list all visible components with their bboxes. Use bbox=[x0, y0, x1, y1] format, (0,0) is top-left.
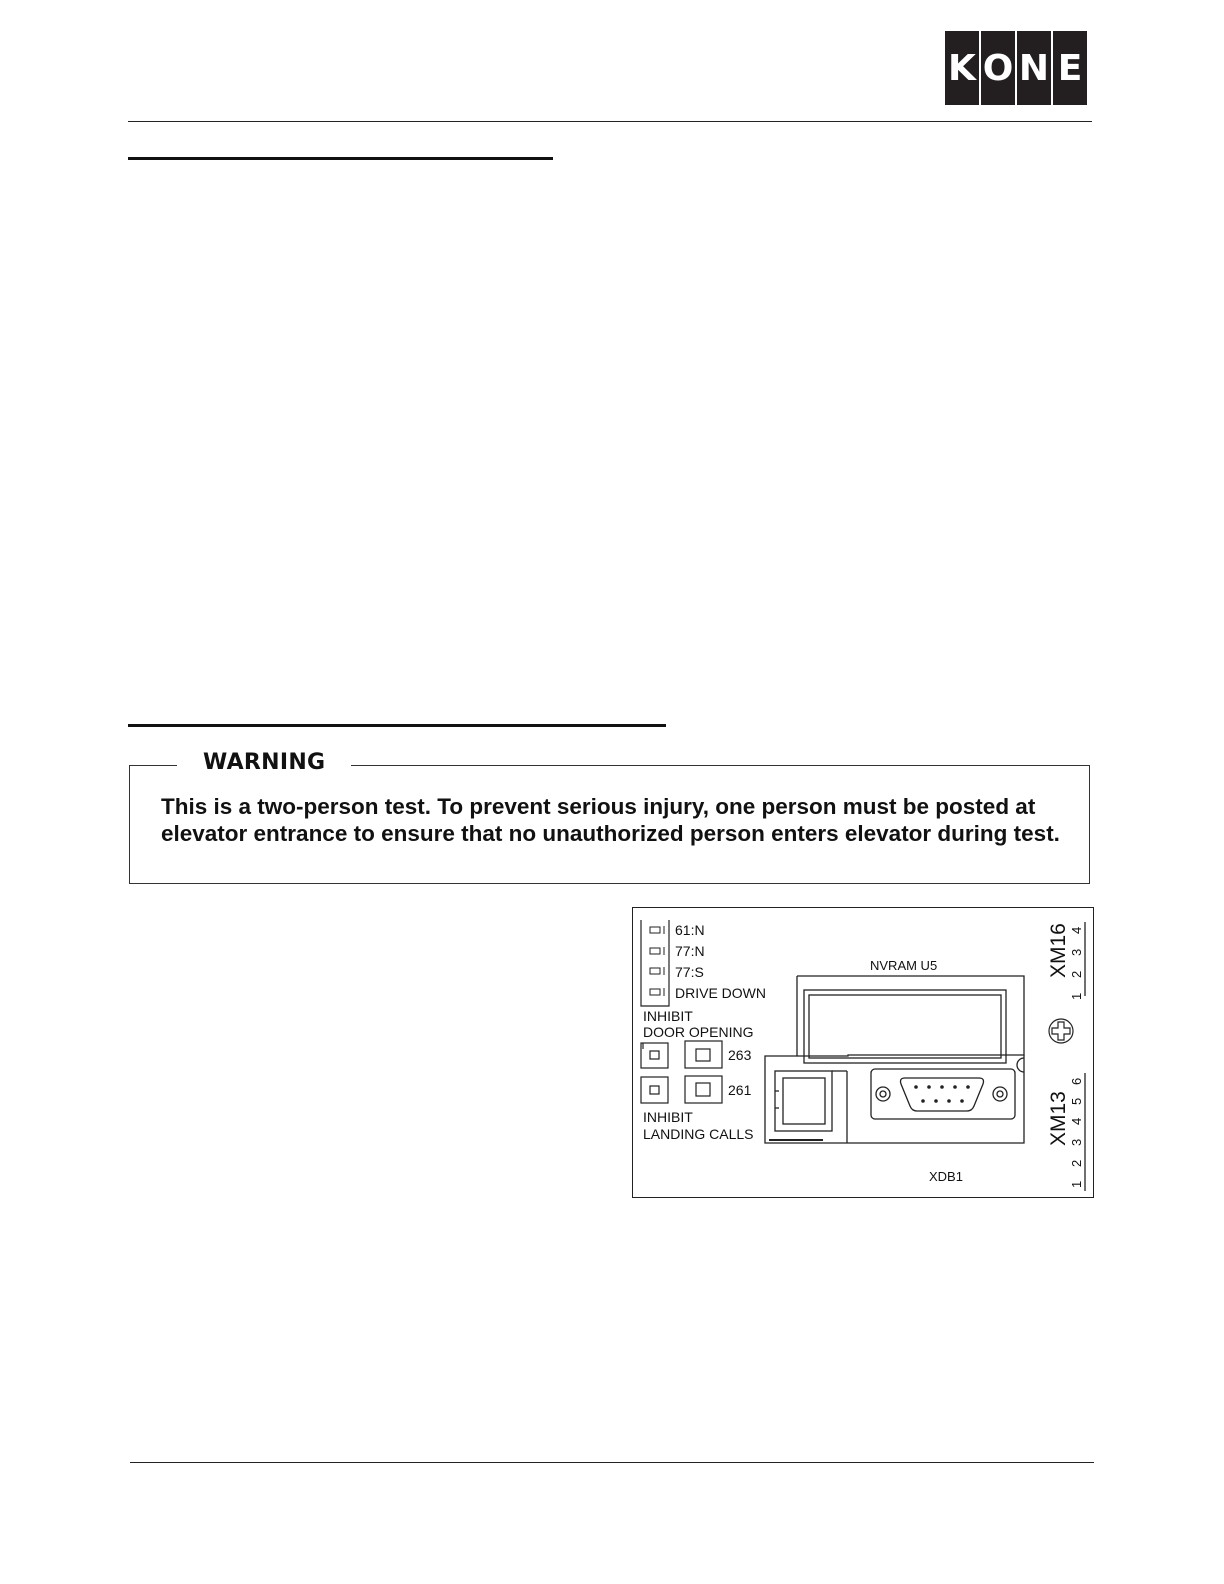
nvram-outline bbox=[797, 976, 1024, 1056]
led-label: DRIVE DOWN bbox=[675, 985, 766, 1001]
inhibit-landing-label: LANDING CALLS bbox=[643, 1126, 754, 1142]
svg-text:1: 1 bbox=[1069, 992, 1084, 1000]
board-diagram bbox=[632, 907, 1094, 1198]
inhibit-door-label: INHIBIT bbox=[643, 1008, 693, 1024]
logo-letter: O bbox=[981, 31, 1015, 105]
svg-text:3: 3 bbox=[1069, 1138, 1084, 1146]
led-61n bbox=[650, 927, 660, 933]
warning-title: WARNING bbox=[177, 748, 351, 778]
svg-text:4: 4 bbox=[1069, 1117, 1084, 1125]
led-indicators bbox=[650, 926, 664, 996]
xm16-pins bbox=[1069, 927, 1084, 1000]
svg-text:2: 2 bbox=[1069, 1159, 1084, 1167]
inhibit-door-switch bbox=[641, 1043, 668, 1068]
header-rule bbox=[128, 121, 1092, 122]
warning-text: This is a two-person test. To prevent serious injury, one person must be posted at elevator entrance to ensure that no unauthorized person enters elevator during test. bbox=[161, 794, 1060, 846]
button-263 bbox=[685, 1041, 722, 1068]
xdb1-label: XDB1 bbox=[929, 1169, 963, 1184]
xm13-pins bbox=[1069, 1078, 1084, 1188]
svg-text:4: 4 bbox=[1069, 926, 1084, 934]
led-label: 77:S bbox=[675, 964, 704, 980]
xm16-label: XM16 bbox=[1047, 923, 1070, 978]
led-77s bbox=[650, 968, 660, 974]
led-77n bbox=[650, 948, 660, 954]
screw-icon bbox=[1049, 1019, 1073, 1043]
board-diagram-svg bbox=[633, 908, 1093, 1197]
svg-text:2: 2 bbox=[1069, 970, 1084, 978]
section-heading-rule bbox=[128, 724, 666, 727]
svg-text:5: 5 bbox=[1069, 1097, 1084, 1105]
button-261 bbox=[685, 1076, 722, 1103]
kone-logo bbox=[945, 31, 1087, 105]
db9-pins bbox=[914, 1085, 970, 1103]
section-heading-rule bbox=[128, 157, 553, 160]
svg-text:1: 1 bbox=[1069, 1180, 1084, 1188]
svg-text:6: 6 bbox=[1069, 1077, 1084, 1085]
footer-rule bbox=[130, 1462, 1094, 1463]
led-label: 77:N bbox=[675, 943, 705, 959]
logo-letter: K bbox=[945, 31, 979, 105]
inhibit-landing-switch bbox=[641, 1077, 668, 1103]
inhibit-door-label: DOOR OPENING bbox=[643, 1024, 754, 1040]
logo-letter: N bbox=[1017, 31, 1051, 105]
led-drive-down bbox=[650, 989, 660, 995]
nvram-chip bbox=[804, 990, 1006, 1063]
led-label: 61:N bbox=[675, 922, 705, 938]
xm13-label: XM13 bbox=[1047, 1091, 1070, 1146]
svg-text:3: 3 bbox=[1069, 948, 1084, 956]
nvram-label: NVRAM U5 bbox=[870, 958, 938, 973]
logo-letter: E bbox=[1053, 31, 1087, 105]
button-263-label: 263 bbox=[728, 1047, 752, 1063]
inhibit-landing-label: INHIBIT bbox=[643, 1109, 693, 1125]
button-261-label: 261 bbox=[728, 1082, 752, 1098]
